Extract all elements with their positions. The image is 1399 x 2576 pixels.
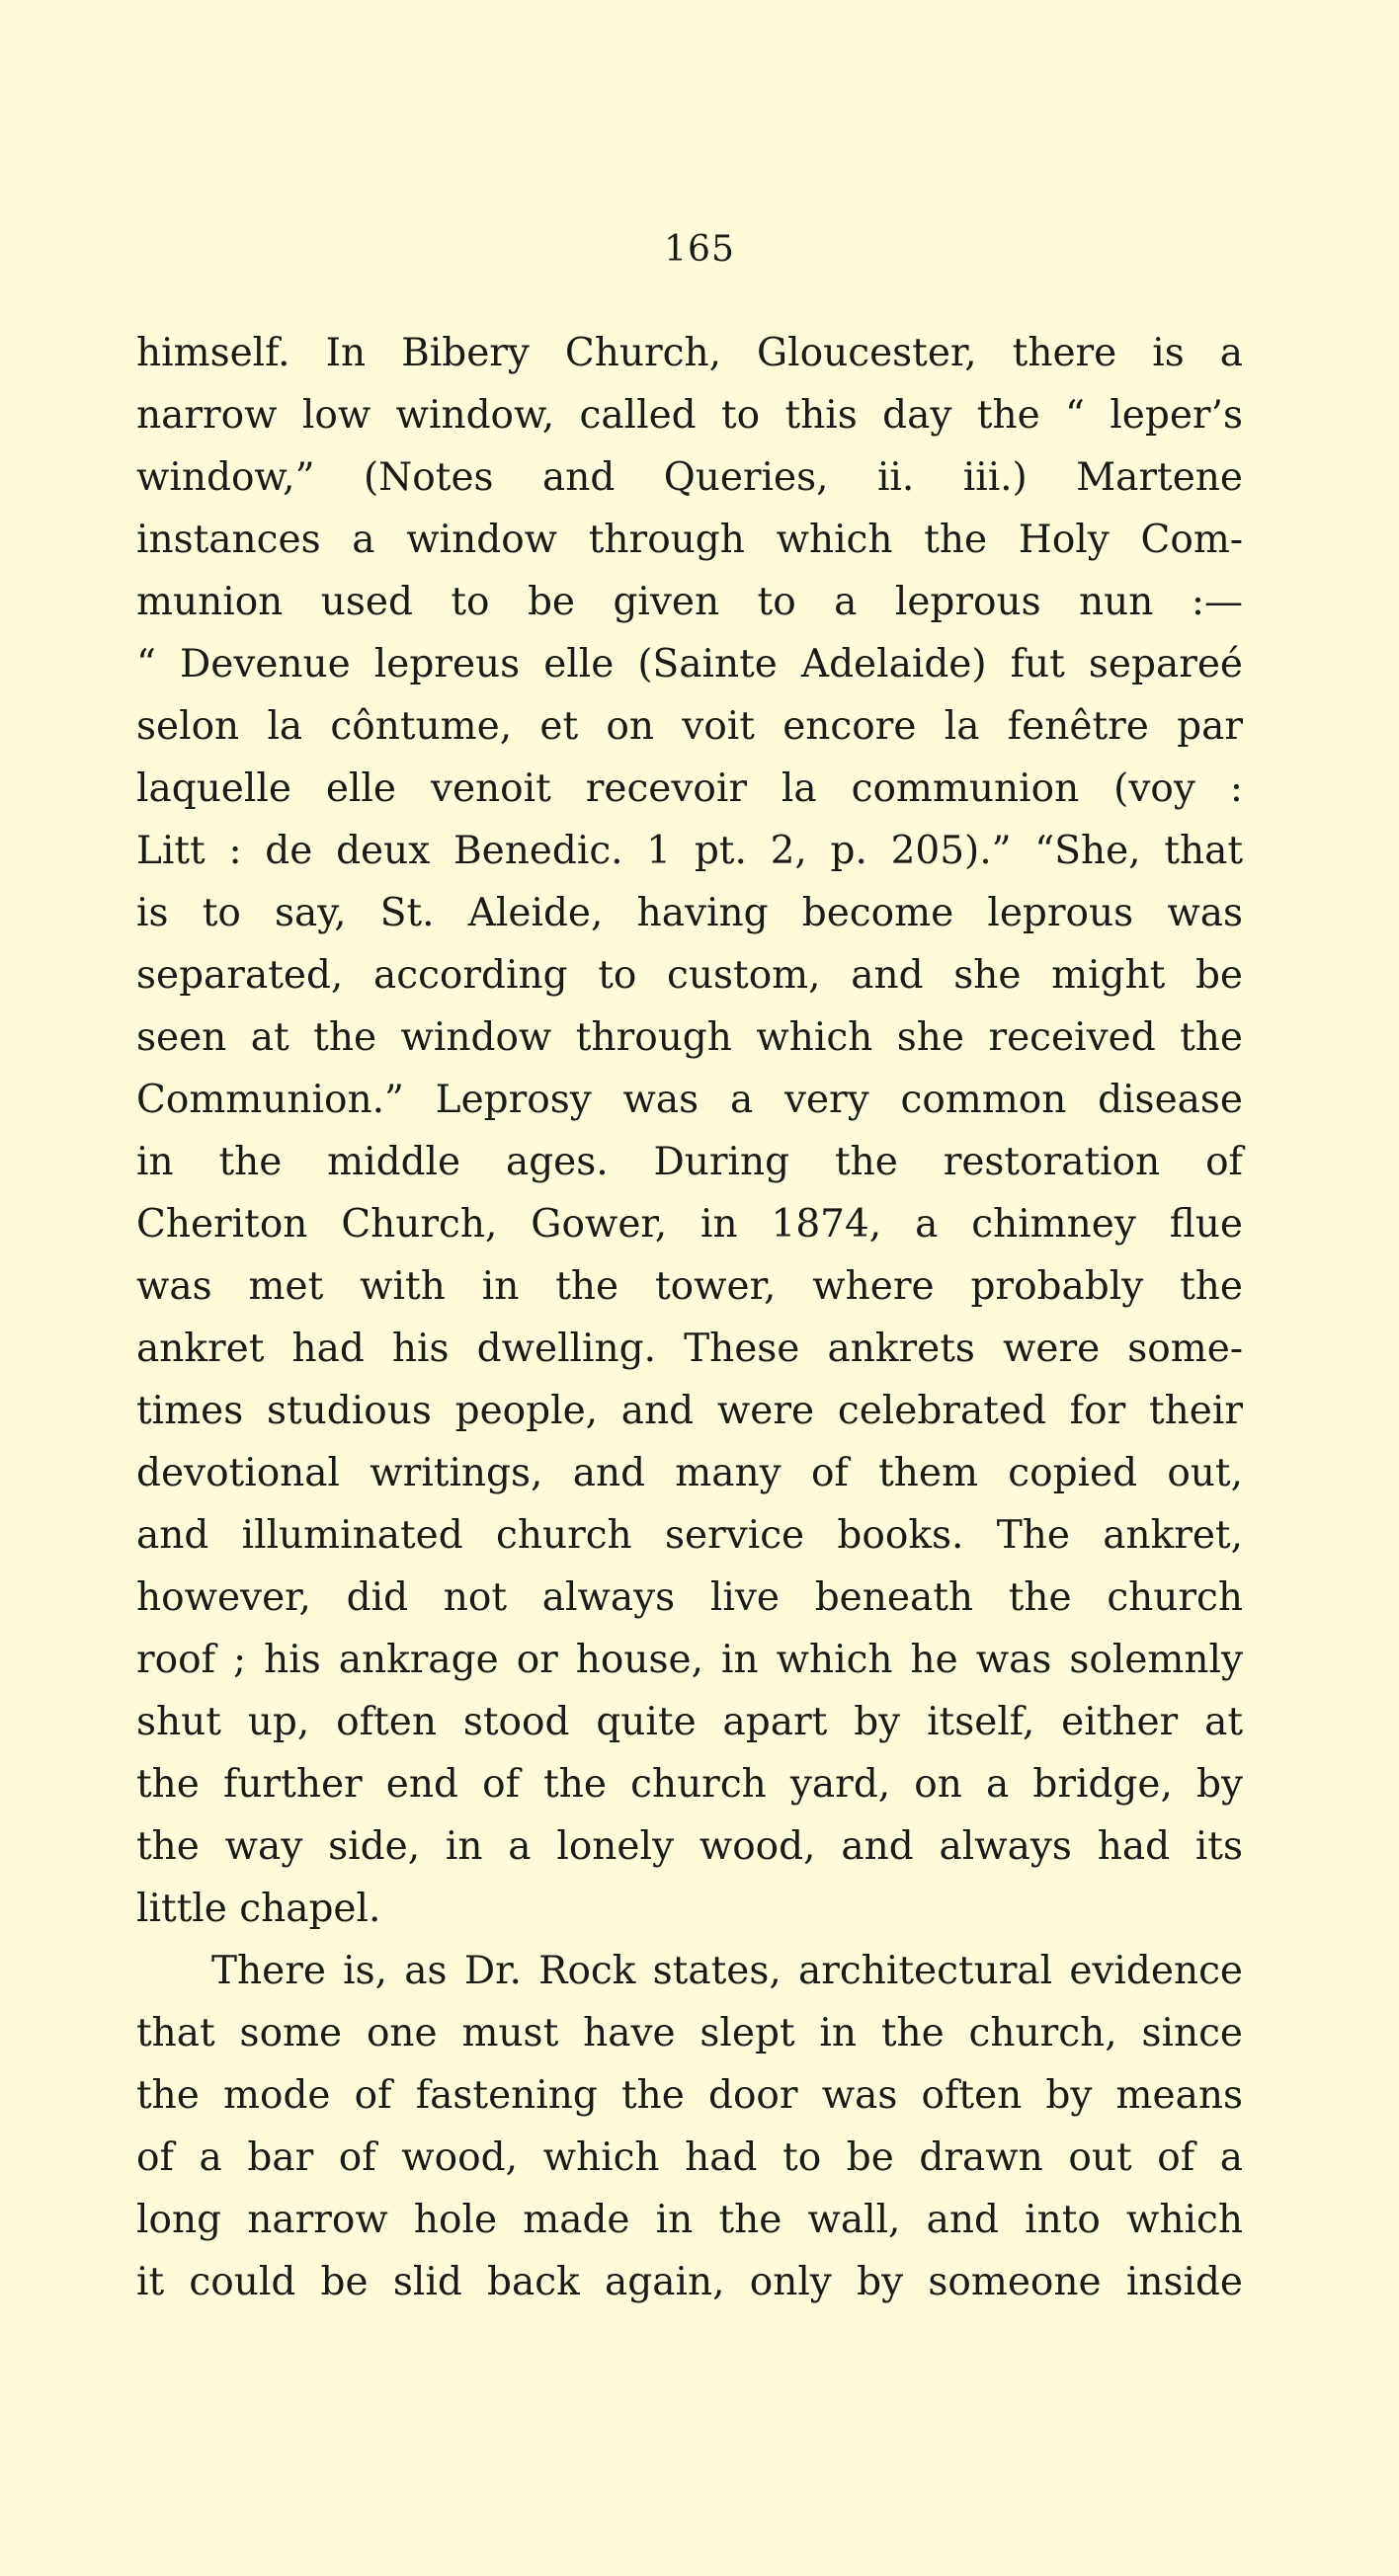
text-line: the mode of fastening the door was often by means bbox=[136, 2073, 1243, 2118]
text-line: instances a window through which the Holy Com- bbox=[136, 518, 1243, 562]
text-line: selon la côntume, et on voit encore la fenêtre par bbox=[136, 704, 1243, 749]
paragraph-1 bbox=[136, 322, 1243, 1940]
text-line: the further end of the church yard, on a bridge, by bbox=[136, 1762, 1243, 1807]
text-line: however, did not always live beneath the church bbox=[136, 1575, 1243, 1620]
text-line: seen at the window through which she received the bbox=[136, 1015, 1243, 1060]
paragraph-2 bbox=[136, 1940, 1243, 2313]
text-line: little chapel. bbox=[136, 1887, 381, 1931]
text-line: the way side, in a lonely wood, and always had its bbox=[136, 1824, 1243, 1869]
text-line: was met with in the tower, where probably the bbox=[136, 1264, 1243, 1309]
text-line: roof ; his ankrage or house, in which he was solemnly bbox=[136, 1638, 1243, 1682]
text-line: in the middle ages. During the restoration of bbox=[136, 1140, 1243, 1184]
text-line: times studious people, and were celebrated for their bbox=[136, 1389, 1243, 1433]
text-line: it could be slid back again, only by someone inside bbox=[136, 2260, 1243, 2304]
text-line: Litt : de deux Benedic. 1 pt. 2, p. 205).” “She, that bbox=[136, 829, 1243, 873]
text-line: laquelle elle venoit recevoir la communion (voy : bbox=[136, 766, 1243, 811]
text-line: narrow low window, called to this day the “ leper’s bbox=[136, 393, 1243, 438]
text-line: devotional writings, and many of them copied out, bbox=[136, 1451, 1243, 1495]
text-line: Cheriton Church, Gower, in 1874, a chimney flue bbox=[136, 1202, 1243, 1247]
text-line: window,” (Notes and Queries, ii. iii.) Martene bbox=[136, 455, 1243, 500]
text-line: long narrow hole made in the wall, and into which bbox=[136, 2198, 1243, 2242]
text-line: separated, according to custom, and she might be bbox=[136, 953, 1243, 998]
text-line: munion used to be given to a leprous nun :— bbox=[136, 580, 1243, 624]
text-line: is to say, St. Aleide, having become leprous was bbox=[136, 891, 1243, 935]
text-line: “ Devenue lepreus elle (Sainte Adelaide) fut separeé bbox=[136, 642, 1243, 686]
text-line: and illuminated church service books. The ankret, bbox=[136, 1513, 1243, 1558]
text-line: shut up, often stood quite apart by itself, either at bbox=[136, 1700, 1243, 1744]
text-line: of a bar of wood, which had to be drawn out of a bbox=[136, 2135, 1243, 2180]
text-line: himself. In Bibery Church, Gloucester, there is a bbox=[136, 331, 1243, 375]
body-text bbox=[136, 322, 1243, 2313]
text-line: ankret had his dwelling. These ankrets were some- bbox=[136, 1327, 1243, 1371]
text-line: There is, as Dr. Rock states, architectural evidence bbox=[211, 1949, 1243, 1993]
text-line: that some one must have slept in the church, since bbox=[136, 2011, 1243, 2055]
text-line: Communion.” Leprosy was a very common disease bbox=[136, 1078, 1243, 1122]
page-number: 165 bbox=[664, 229, 735, 270]
